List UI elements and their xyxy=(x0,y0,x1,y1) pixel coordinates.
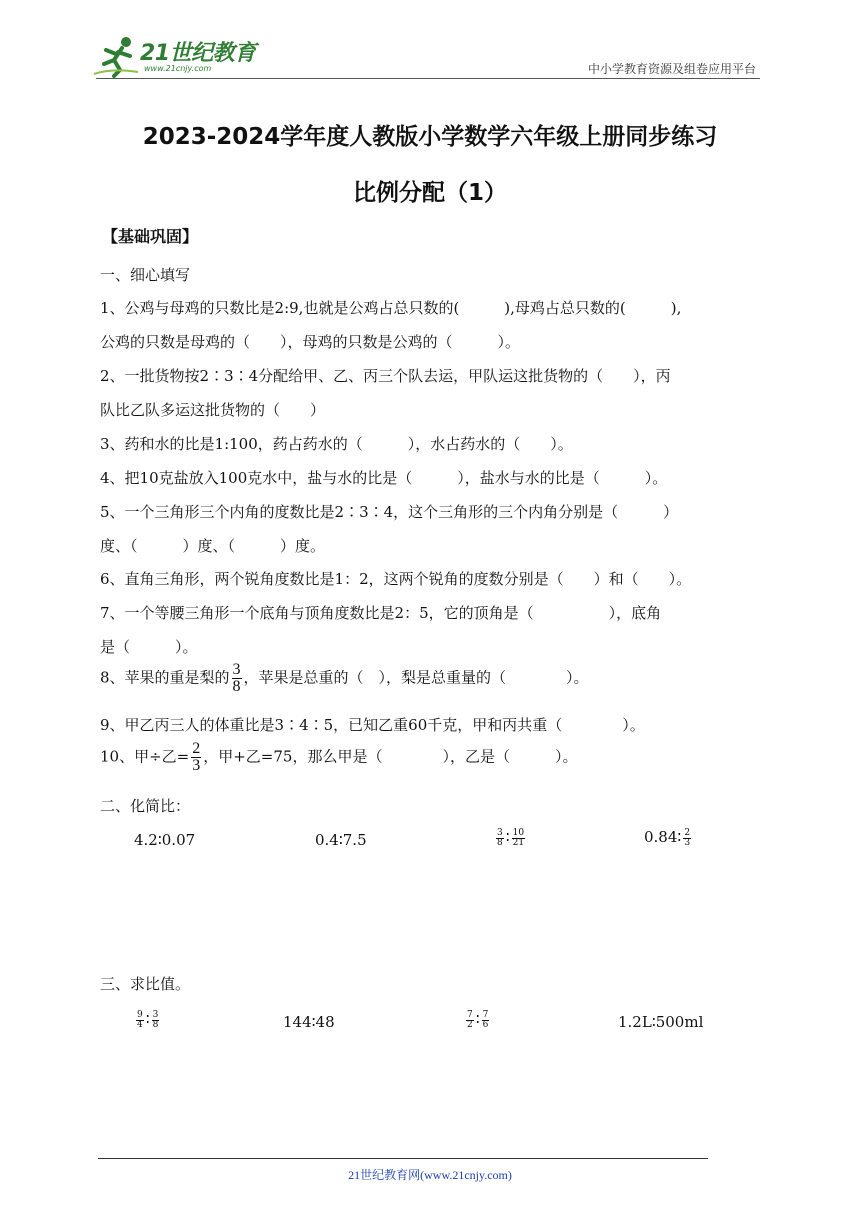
question-7b: 是（ ）。 xyxy=(100,638,198,656)
question-1a: 1、公鸡与母鸡的只数比是2:9,也就是公鸡占总只数的( ),母鸡占总只数的( ), xyxy=(100,299,682,317)
logo-text: 21世纪教育 xyxy=(140,41,256,66)
section-basic: 【基础巩固】 xyxy=(102,227,199,246)
platform-label: 中小学教育资源及组卷应用平台 xyxy=(587,62,756,76)
fraction-numerator: 2 xyxy=(684,827,691,838)
ratio-sign: ∶ xyxy=(475,1010,480,1028)
footer-divider xyxy=(98,1158,708,1159)
question-10-post: ，甲+乙=75，那么甲是（ ），乙是（ ）。 xyxy=(203,747,578,766)
fraction-numerator: 7 xyxy=(467,1009,473,1020)
site-logo xyxy=(92,34,262,78)
ratio-sign: ∶ xyxy=(145,1010,150,1028)
question-10-pre: 10、甲÷乙= xyxy=(100,747,190,766)
simplify-problem-4 xyxy=(644,828,693,848)
question-3: 3、药和水的比是1:100，药占药水的（ ），水占药水的（ ）。 xyxy=(100,435,573,453)
fraction-denominator: 8 xyxy=(232,678,241,695)
fraction-denominator: 8 xyxy=(152,1019,159,1030)
header-divider xyxy=(96,78,760,79)
part2-heading: 二、化简比： xyxy=(100,797,191,815)
question-7a: 7、一个等腰三角形一个底角与顶角度数比是2：5，它的顶角是（ ），底角 xyxy=(100,604,662,622)
fraction xyxy=(512,829,525,848)
question-2b: 队比乙队多运这批货物的（ ） xyxy=(100,401,326,419)
question-8-post: ，苹果是总重的（ ），梨是总重量的（ ）。 xyxy=(243,668,589,687)
question-8-pre: 8、苹果的重是梨的 xyxy=(100,668,230,687)
ratio-problem-1 xyxy=(134,1010,161,1030)
question-8 xyxy=(100,662,589,695)
fraction-denominator: 6 xyxy=(482,1019,489,1030)
fraction-denominator: 2 xyxy=(467,1019,473,1030)
question-10 xyxy=(100,741,577,774)
ratio-problem-4: 1.2L∶500ml xyxy=(618,1013,704,1031)
runner-icon xyxy=(92,34,142,78)
fraction-numerator: 9 xyxy=(137,1009,143,1020)
question-5a: 5、一个三角形三个内角的度数比是2∶3∶4，这个三角形的三个内角分别是（ ） xyxy=(100,503,679,521)
fraction-denominator: 3 xyxy=(684,837,691,848)
page-subtitle: 比例分配（1） xyxy=(352,180,507,206)
fraction xyxy=(482,1011,490,1030)
question-4: 4、把10克盐放入100克水中，盐与水的比是（ ），盐水与水的比是（ ）。 xyxy=(100,469,668,487)
fraction-numerator: 3 xyxy=(232,661,241,678)
part3-heading: 三、求比值。 xyxy=(100,975,191,993)
fraction-numerator: 3 xyxy=(152,1009,159,1020)
fraction-numerator: 7 xyxy=(482,1009,489,1020)
fraction-denominator: 4 xyxy=(137,1019,143,1030)
page-title: 2023-2024学年度人教版小学数学六年级上册同步练习 xyxy=(142,124,718,150)
ratio-problem-3 xyxy=(464,1010,491,1030)
question-2a: 2、一批货物按2∶3∶4分配给甲、乙、丙三个队去运，甲队运这批货物的（ ），丙 xyxy=(100,367,671,385)
question-9: 9、甲乙丙三人的体重比是3∶4∶5，已知乙重60千克，甲和丙共重（ ）。 xyxy=(100,716,645,734)
simplify-problem-3 xyxy=(494,828,527,848)
question-8-fraction xyxy=(232,662,242,695)
footer-link[interactable]: 21世纪教育网(www.21cnjy.com) xyxy=(348,1168,512,1182)
fraction xyxy=(466,1011,474,1030)
ratio-left: 0.84∶ xyxy=(644,828,682,846)
ratio-problem-2: 144∶48 xyxy=(283,1013,335,1031)
fraction-numerator: 10 xyxy=(512,827,525,838)
fraction-denominator: 8 xyxy=(497,837,503,848)
fraction xyxy=(152,1011,160,1030)
fraction xyxy=(683,829,691,848)
simplify-problem-1: 4.2∶0.07 xyxy=(134,831,196,849)
fraction-numerator: 2 xyxy=(192,740,201,757)
simplify-problem-2: 0.4∶7.5 xyxy=(315,831,367,849)
question-10-fraction xyxy=(191,741,201,774)
fraction xyxy=(496,829,504,848)
question-6: 6、直角三角形，两个锐角度数比是1：2，这两个锐角的度数分别是（ ）和（ ）。 xyxy=(100,570,692,588)
fraction-denominator: 3 xyxy=(192,757,201,774)
question-5b: 度、（ ）度、（ ）度。 xyxy=(100,537,326,555)
logo-url: www.21cnjy.com xyxy=(144,64,212,73)
question-1b: 公鸡的只数是母鸡的（ ），母鸡的只数是公鸡的（ ）。 xyxy=(100,333,521,351)
fraction-numerator: 3 xyxy=(497,827,503,838)
ratio-sign: ∶ xyxy=(505,828,510,846)
part1-heading: 一、细心填写 xyxy=(100,266,191,284)
fraction xyxy=(136,1011,144,1030)
fraction-denominator: 21 xyxy=(512,837,525,848)
